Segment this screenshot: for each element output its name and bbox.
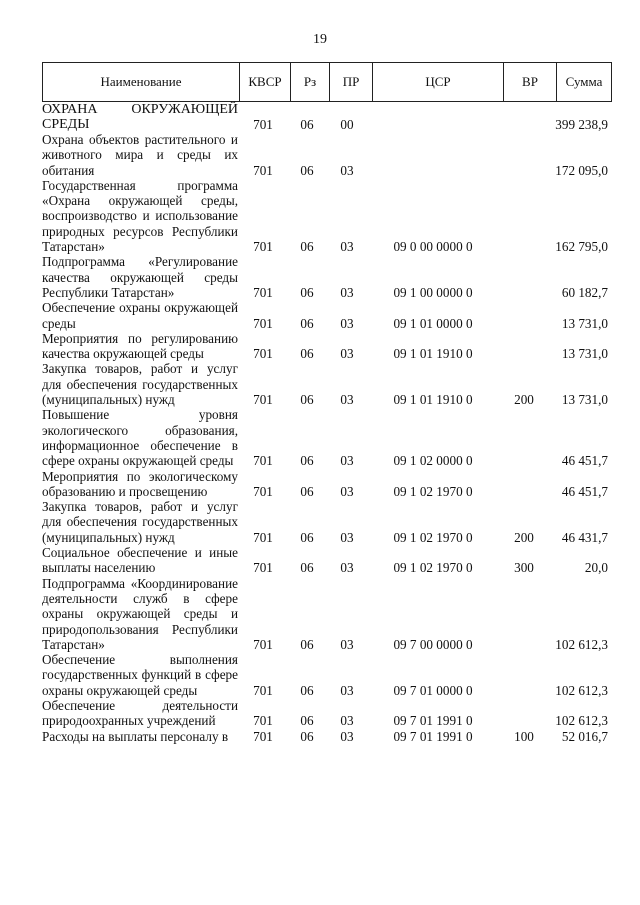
row-name: Обеспечение деятельности природоохранных учреждений [42,697,238,729]
column-header-sum: Сумма [565,74,603,89]
row-pr: 00 [340,116,354,132]
table-row [42,652,612,698]
row-kvsr: 701 [253,162,273,178]
column-header-kvsr: КВСР [240,63,291,101]
row-csr: 09 1 01 1910 0 [393,346,473,362]
row-pr: 03 [340,239,354,255]
row-rz: 06 [300,162,314,178]
row-name: Подпрограмма «Координирование деятельности служб в сфере охраны окружающей среды и природопользования Республики Татарстан» [42,575,238,652]
row-name: Мероприятия по регулированию качества окружающей среды [42,330,238,362]
row-rz: 06 [300,239,314,255]
row-name: Закупка товаров, работ и услуг для обеспечения государственных (муниципальных) нужд [42,361,238,408]
row-rz: 06 [300,483,314,499]
row-name: Государственная программа «Охрана окружающей среды, воспроизводство и использование природных ресурсов Республики Татарстан» [42,177,238,255]
row-name: Охрана объектов растительного и животного мира и среды их обитания [42,132,238,178]
row-kvsr: 701 [253,636,273,652]
row-sum: 46 431,7 [561,529,608,545]
row-sum: 46 451,7 [561,453,608,469]
row-name: Расходы на выплаты персоналу в [42,728,229,744]
row-kvsr: 701 [253,529,273,545]
row-kvsr: 701 [253,483,273,499]
row-name: Повышение уровня экологического образования, информационное обеспечение в сфере охраны окружающей среды [42,407,238,469]
table-row [42,254,612,300]
row-name: ОХРАНА ОКРУЖАЮЩЕЙ СРЕДЫ [42,102,238,132]
row-sum: 102 612,3 [555,682,608,698]
row-rz: 06 [300,728,314,744]
row-rz: 06 [300,529,314,545]
row-sum: 20,0 [584,560,608,576]
row-kvsr: 701 [253,346,273,362]
row-vr: 100 [514,728,534,744]
table-row [42,361,612,407]
row-rz: 06 [300,346,314,362]
table-row [42,499,612,545]
table-row [42,102,612,132]
row-kvsr: 701 [253,116,273,132]
row-pr: 03 [340,284,354,300]
row-pr: 03 [340,162,354,178]
row-sum: 13 731,0 [561,315,608,331]
row-vr: 300 [514,560,534,576]
row-sum: 60 182,7 [561,284,608,300]
row-name: Подпрограмма «Регулирование качества окружающей среды Республики Татарстан» [42,254,238,300]
row-kvsr: 701 [253,284,273,300]
row-sum: 46 451,7 [561,483,608,499]
row-rz: 06 [300,682,314,698]
row-rz: 06 [300,560,314,576]
row-kvsr: 701 [253,453,273,469]
row-sum: 172 095,0 [555,162,608,178]
row-csr: 09 7 01 0000 0 [393,682,473,698]
row-name: Обеспечение выполнения государственных функций в сфере охраны окружающей среды [42,652,238,698]
table-body [42,102,612,744]
row-rz: 06 [300,713,314,729]
row-pr: 03 [340,392,354,408]
table-row [42,729,612,744]
column-header-rz: Рз [291,63,330,101]
row-sum: 102 612,3 [555,713,608,729]
row-csr: 09 1 02 0000 0 [393,453,473,469]
column-header-pr: ПР [330,63,373,101]
row-sum: 162 795,0 [555,239,608,255]
row-kvsr: 701 [253,728,273,744]
row-rz: 06 [300,453,314,469]
row-sum: 102 612,3 [555,636,608,652]
row-sum: 399 238,9 [555,116,608,132]
table-row [42,407,612,468]
table-row [42,469,612,500]
row-pr: 03 [340,636,354,652]
row-name: Мероприятия по экологическому образованию и просвещению [42,468,238,499]
row-rz: 06 [300,636,314,652]
row-pr: 03 [340,453,354,469]
row-name: Закупка товаров, работ и услуг для обеспечения государственных (муниципальных) нужд [42,499,238,545]
table-row [42,576,612,652]
row-kvsr: 701 [253,560,273,576]
table-header [42,62,612,102]
table-row [42,545,612,576]
row-csr: 09 1 02 1970 0 [393,560,473,576]
row-kvsr: 701 [253,713,273,729]
row-rz: 06 [300,315,314,331]
table-row [42,178,612,254]
row-pr: 03 [340,529,354,545]
row-csr: 09 7 01 1991 0 [393,728,473,744]
row-rz: 06 [300,116,314,132]
row-sum: 52 016,7 [561,728,608,744]
row-kvsr: 701 [253,392,273,408]
row-csr: 09 7 00 0000 0 [393,636,473,652]
column-header-vr: ВР [504,63,557,101]
table-row [42,698,612,729]
page-number: 19 [313,32,327,47]
column-header-name: Наименование [43,63,240,101]
row-csr: 09 1 02 1970 0 [393,483,473,499]
table-row [42,300,612,331]
row-kvsr: 701 [253,315,273,331]
row-csr: 09 1 01 1910 0 [393,392,473,408]
row-vr: 200 [514,529,534,545]
row-name: Социальное обеспечение и иные выплаты населению [42,545,238,576]
row-pr: 03 [340,713,354,729]
row-pr: 03 [340,682,354,698]
row-pr: 03 [340,346,354,362]
row-pr: 03 [340,560,354,576]
row-csr: 09 7 01 1991 0 [393,713,473,729]
row-csr: 09 0 00 0000 0 [393,239,473,255]
row-csr: 09 1 02 1970 0 [393,529,473,545]
row-kvsr: 701 [253,682,273,698]
row-sum: 13 731,0 [561,346,608,362]
row-csr: 09 1 01 0000 0 [393,315,473,331]
row-pr: 03 [340,728,354,744]
row-rz: 06 [300,392,314,408]
row-pr: 03 [340,315,354,331]
row-rz: 06 [300,284,314,300]
column-header-csr: ЦСР [373,63,504,101]
row-name: Обеспечение охраны окружающей среды [42,300,238,331]
row-sum: 13 731,0 [561,392,608,408]
row-kvsr: 701 [253,239,273,255]
row-pr: 03 [340,483,354,499]
row-csr: 09 1 00 0000 0 [393,284,473,300]
row-vr: 200 [514,392,534,408]
table-row [42,331,612,362]
table-row [42,132,612,178]
